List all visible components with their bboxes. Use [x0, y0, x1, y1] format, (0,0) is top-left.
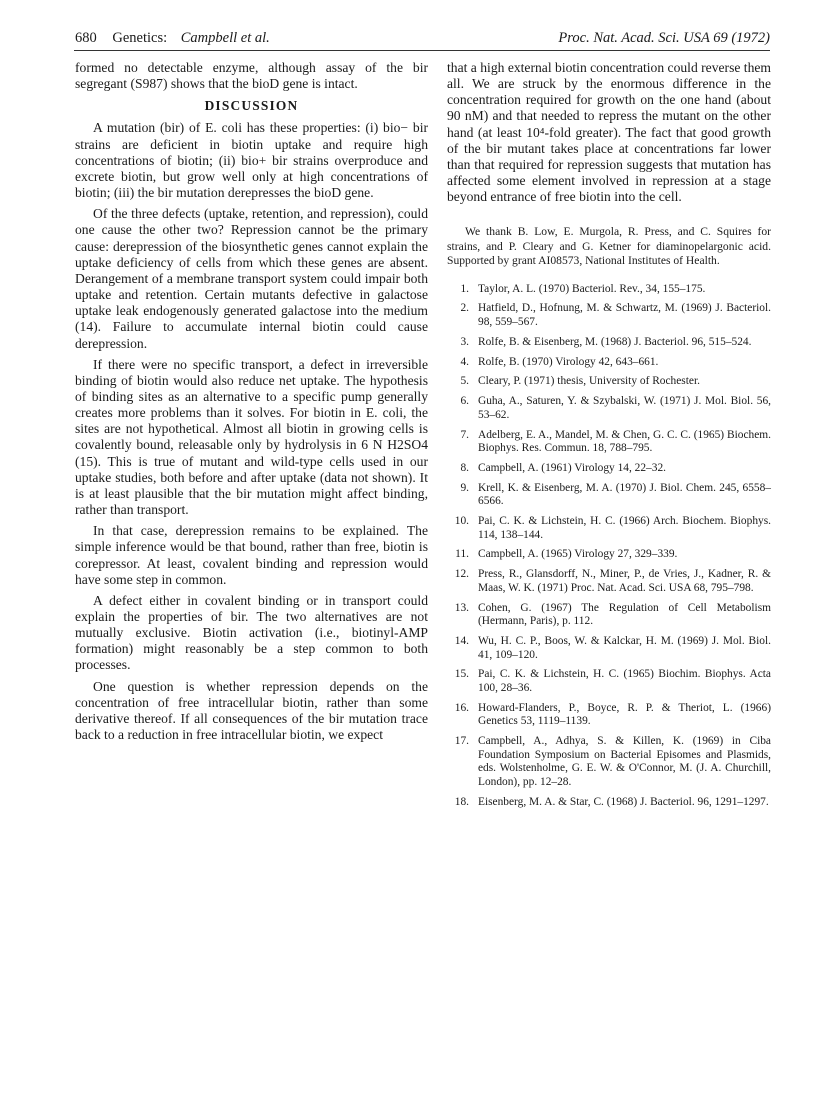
reference-number: 18. — [454, 795, 469, 808]
reference-text: Howard-Flanders, P., Boyce, R. P. & Theriot, L. (1966) Genetics 53, 1119–1139. — [478, 701, 771, 728]
reference-number: 4. — [460, 355, 469, 368]
reference-number: 7. — [460, 428, 469, 441]
running-header-left — [75, 30, 270, 47]
discussion-paragraph-4: In that case, derepression remains to be explained. The simple inference would be that bound, rather than free, biotin is corepressor. At least, covalent binding and repression would have some step in common. — [75, 523, 428, 587]
reference-item — [447, 462, 771, 476]
reference-number: 10. — [454, 515, 469, 528]
reference-item — [447, 635, 771, 662]
reference-text: Hatfield, D., Hofnung, M. & Schwartz, M. (1969) J. Bacteriol. 98, 559–567. — [478, 302, 771, 329]
reference-text: Pai, C. K. & Lichstein, H. C. (1965) Biochim. Biophys. Acta 100, 28–36. — [478, 668, 771, 694]
discussion-paragraph-3: If there were no specific transport, a defect in irreversible binding of biotin would also reduce net uptake. The hypothesis of binding sites as an alternative to a specific pump generally creates more problems than it solves. For biotin in E. coli, the sites are not hypothetical. Almost all biotin in growing cells is covalently bound, releasable only by hydrolysis in 6 N H2SO4 (15). This is true of mutant and wild-type cells used in our uptake studies, both before and after uptake (data not shown). It is at least plausible that the bir mutation might affect binding, rather than transport. — [75, 356, 428, 518]
acknowledgment: We thank B. Low, E. Murgola, R. Press, and C. Squires for strains, and P. Cleary and G. Ketner for diaminopelargonic acid. Supported by grant AI08573, National Institutes of Health. — [447, 225, 771, 267]
reference-item — [447, 283, 771, 297]
reference-item — [447, 796, 771, 810]
reference-item — [447, 668, 771, 695]
intro-paragraph: formed no detectable enzyme, although assay of the bir segregant (S987) shows that the bioD gene is intact. — [75, 60, 428, 92]
discussion-paragraph-2: Of the three defects (uptake, retention, and repression), could one cause the other two? Repression cannot be the primary cause: derepression of the biosynthetic genes cannot explain the uptake deficiency of cells from which these genes are absent. Derangement of a membrane transport system could impair both uptake and retention. Certain mutants defective in galactose uptake leak endogenously generated galactose into the medium (14). Failure to accumulate internal biotin could cause derepression. — [75, 206, 428, 351]
reference-item — [447, 568, 771, 595]
reference-number: 1. — [460, 282, 469, 295]
reference-number: 12. — [454, 568, 469, 581]
reference-text: Taylor, A. L. (1970) Bacteriol. Rev., 34, 155–175. — [478, 282, 706, 295]
left-column — [75, 60, 428, 743]
reference-item — [447, 602, 771, 629]
reference-list — [447, 283, 771, 810]
reference-number: 2. — [460, 302, 469, 315]
reference-item — [447, 302, 771, 329]
reference-text: Press, R., Glansdorff, N., Miner, P., de Vries, J., Kadner, R. & Maas, W. K. (1971) Proc. Nat. Acad. Sci. USA 68, 795–798. — [478, 568, 771, 594]
discussion-heading: DISCUSSION — [204, 98, 299, 114]
reference-text: Rolfe, B. (1970) Virology 42, 643–661. — [478, 355, 659, 368]
reference-number: 15. — [454, 668, 469, 681]
reference-item — [447, 336, 771, 350]
reference-number: 14. — [454, 635, 469, 647]
reference-item — [447, 482, 771, 509]
reference-text: Campbell, A. (1961) Virology 14, 22–32. — [478, 461, 666, 474]
reference-item — [447, 395, 771, 422]
reference-text: Guha, A., Saturen, Y. & Szybalski, W. (1971) J. Mol. Biol. 56, 53–62. — [478, 395, 771, 421]
reference-item — [447, 429, 771, 456]
continuation-paragraph: that a high external biotin concentration could reverse them all. We are struck by the enormous difference in the concentration required for growth on the one hand (about 90 nM) and that needed to repress the mutant on the other hand (at least 10⁴-fold greater). The fact that good growth of the bir mutant takes place at concentrations far lower than that required for repression suggests that mutation has affected some element involved in repression at a stage beyond entrance of free biotin into the cell. — [447, 60, 771, 205]
reference-text: Campbell, A., Adhya, S. & Killen, K. (1969) in Ciba Foundation Symposium on Bacterial Episomes and Plasmids, eds. Wolstenholme, G. E. W. & O'Connor, M. (J. A. Churchill, London), pp. 12–28. — [478, 735, 771, 788]
reference-number: 9. — [460, 481, 469, 494]
reference-text: Krell, K. & Eisenberg, M. A. (1970) J. Biol. Chem. 245, 6558–6566. — [478, 481, 771, 508]
reference-item — [447, 515, 771, 542]
reference-number: 13. — [454, 601, 469, 614]
reference-text: Campbell, A. (1965) Virology 27, 329–339. — [478, 548, 678, 561]
reference-text: Pai, C. K. & Lichstein, H. C. (1966) Arch. Biochem. Biophys. 114, 138–144. — [478, 515, 771, 541]
discussion-paragraph-5: A defect either in covalent binding or in transport could explain the properties of bir. The two alternatives are not mutually exclusive. Biotin activation (i.e., biotinyl-AMP formation) might reasonably be a step common to both processes. — [75, 592, 428, 673]
reference-text: Rolfe, B. & Eisenberg, M. (1968) J. Bacteriol. 96, 515–524. — [478, 335, 752, 348]
discussion-paragraph-1: A mutation (bir) of E. coli has these properties: (i) bio− bir strains are deficient in biotin uptake and require high concentrations of biotin; (ii) bio+ bir strains overproduce and excrete biotin, but grow well only at high concentrations of biotin; (iii) the bir mutation derepresses the bioD gene. — [75, 120, 428, 201]
reference-number: 17. — [454, 735, 469, 748]
header-authors: Campbell et al. — [180, 30, 270, 46]
right-column — [447, 60, 771, 815]
reference-item — [447, 375, 771, 389]
reference-number: 6. — [460, 395, 469, 408]
page-number: 680 — [75, 30, 97, 46]
reference-number: 5. — [460, 375, 469, 388]
reference-text: Adelberg, E. A., Mandel, M. & Chen, G. C. C. (1965) Biochem. Biophys. Res. Commun. 18, 788–795. — [478, 428, 771, 455]
reference-text: Wu, H. C. P., Boos, W. & Kalckar, H. M. (1969) J. Mol. Biol. 41, 109–120. — [478, 635, 771, 661]
reference-item — [447, 702, 771, 729]
reference-text: Cohen, G. (1967) The Regulation of Cell Metabolism (Hermann, Paris), p. 112. — [478, 601, 771, 628]
header-rule — [74, 50, 770, 51]
reference-number: 16. — [454, 701, 469, 714]
reference-number: 3. — [460, 335, 469, 348]
reference-item — [447, 356, 771, 370]
reference-number: 8. — [460, 461, 469, 474]
discussion-paragraph-6: One question is whether repression depends on the concentration of free intracellular biotin, rather than some derivative thereof. If all consequences of the bir mutation trace back to a reduction in free intracellular biotin, we expect — [75, 678, 428, 743]
journal-citation: Proc. Nat. Acad. Sci. USA 69 (1972) — [558, 30, 770, 46]
reference-text: Cleary, P. (1971) thesis, University of Rochester. — [478, 375, 700, 388]
reference-item — [447, 735, 771, 789]
reference-number: 11. — [455, 548, 469, 561]
reference-text: Eisenberg, M. A. & Star, C. (1968) J. Bacteriol. 96, 1291–1297. — [478, 795, 769, 808]
section-label: Genetics: — [112, 30, 168, 46]
reference-item — [447, 548, 771, 562]
